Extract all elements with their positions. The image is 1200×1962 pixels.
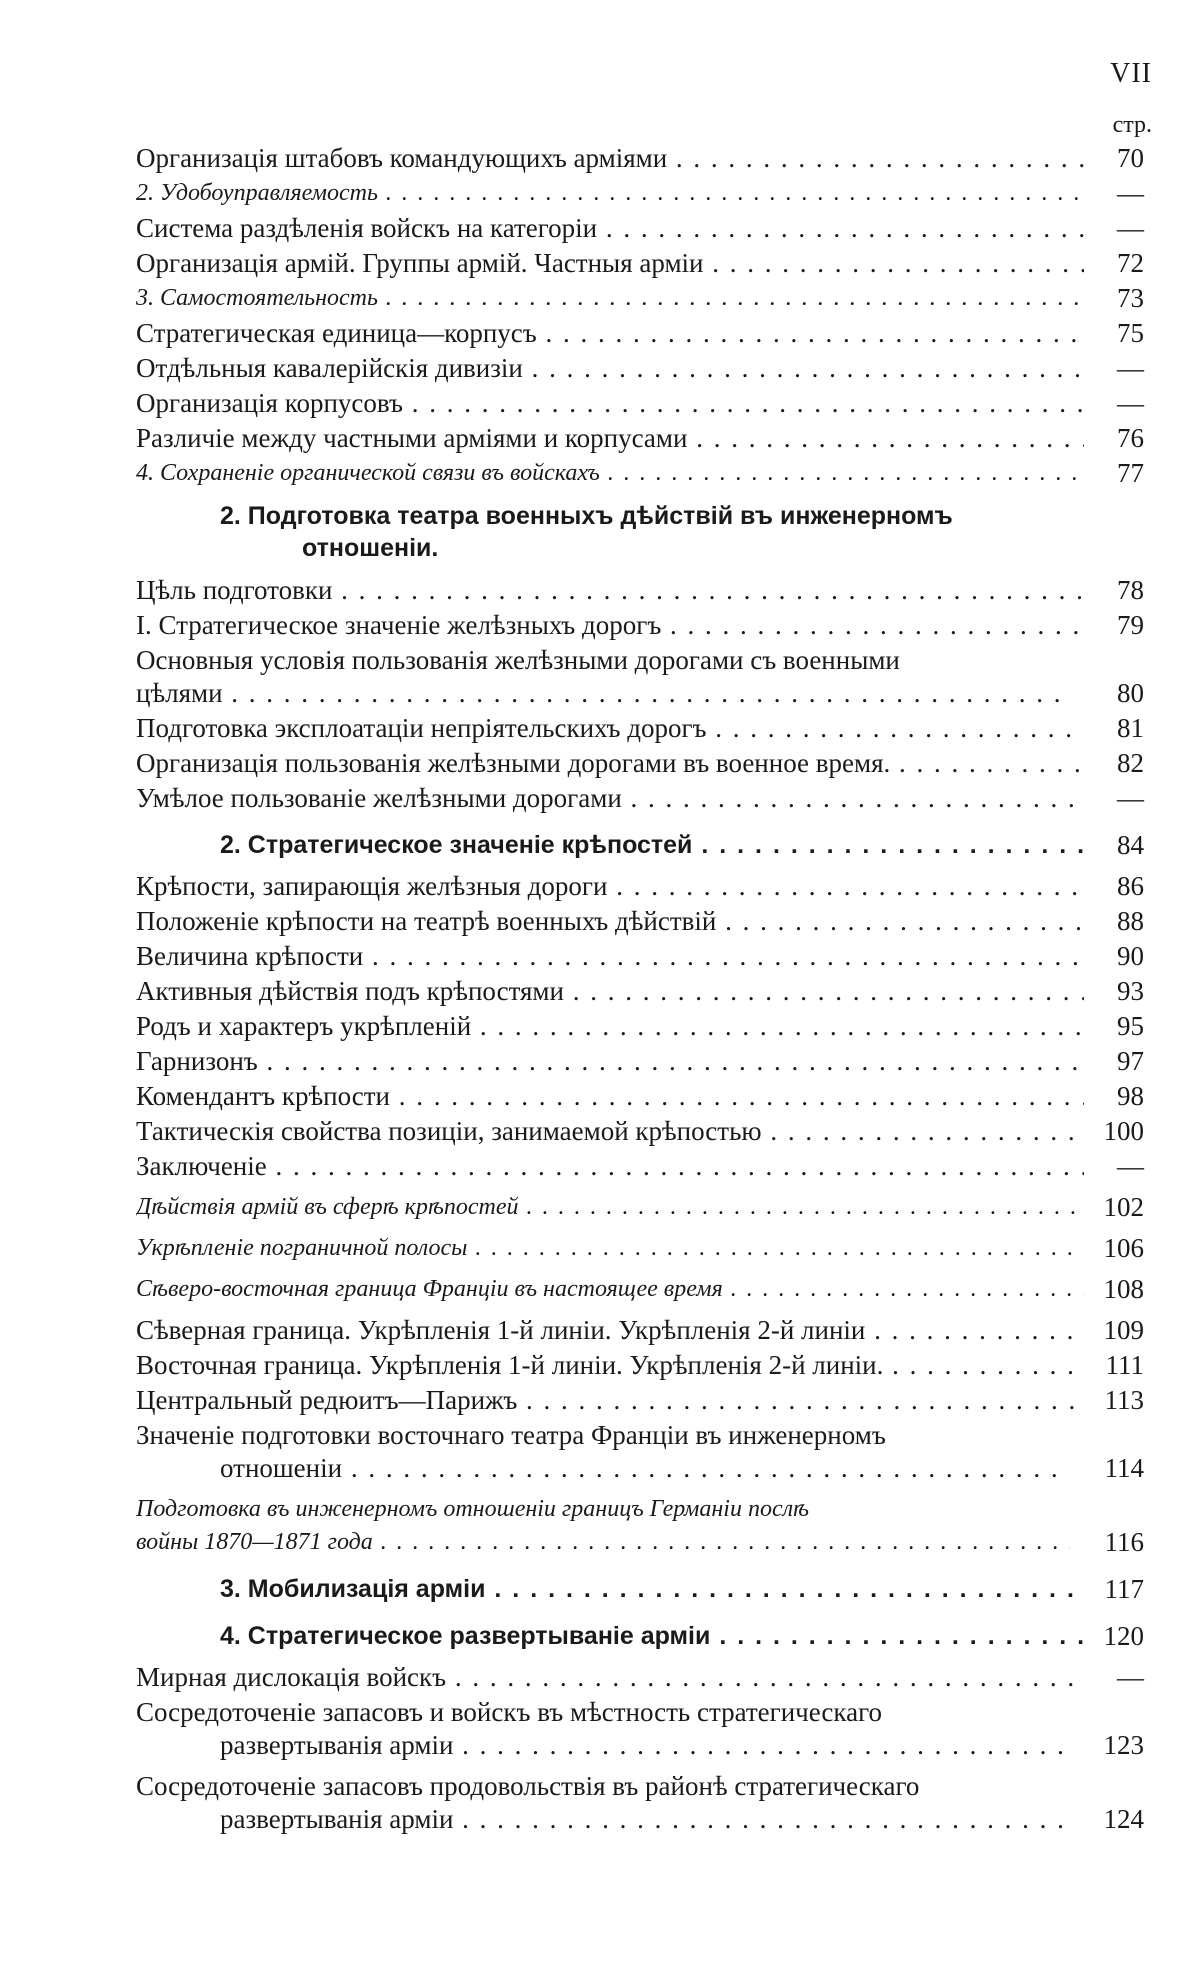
toc-page-number: 123	[1103, 1730, 1144, 1760]
toc-entry-title: Умѣлое пользованіе желѣзными дорогами . . .	[136, 782, 1084, 815]
toc-entry-title: Укрѣпленіе пограничной полосы . . .	[136, 1232, 1084, 1265]
toc-entry	[136, 247, 1144, 280]
toc-page-number: 70	[1117, 143, 1144, 173]
toc-page-number: —	[1117, 1151, 1144, 1181]
toc-entry	[136, 1232, 1144, 1265]
toc-entry-title: 4. Стратегическое развертываніе арміи . . .	[136, 1620, 1084, 1653]
toc-entry	[136, 574, 1144, 607]
toc-page-number: —	[1117, 353, 1144, 383]
toc-entry-title: Дѣйствія армій въ сферѣ крѣпостей . . .	[136, 1191, 1084, 1224]
toc-entry	[136, 782, 1144, 815]
toc-page-number: 84	[1117, 830, 1144, 860]
toc-entry-title: 4. Сохраненіе органической связи въ войскахъ . . .	[136, 457, 1084, 490]
toc-entry-multiline	[136, 1696, 1144, 1762]
toc-entry-title: Сосредоточеніе запасовъ продовольствія въ районѣ стратегическаго развертыванія арміи . . .	[136, 1770, 1084, 1836]
toc-entry-title: Сосредоточеніе запасовъ и войскъ въ мѣстность стратегическаго развертыванія арміи . . .	[136, 1696, 1084, 1762]
page-column-label: стр.	[1112, 112, 1152, 138]
toc-entry	[136, 1010, 1144, 1043]
toc-entry	[136, 940, 1144, 973]
toc-entry-title: Мирная дислокація войскъ . . .	[136, 1661, 1084, 1694]
toc-entry-title: Значеніе подготовки восточнаго театра Франціи въ инженерномъ отношеніи . . .	[136, 1419, 1084, 1485]
toc-entry-title: Сѣверо-восточная граница Франціи въ настоящее время . . .	[136, 1273, 1084, 1306]
toc-entry	[136, 1080, 1144, 1113]
toc-page-number: 75	[1117, 318, 1144, 348]
toc-page-number: —	[1117, 213, 1144, 243]
toc-page-number: 98	[1117, 1081, 1144, 1111]
toc-entry-title: Подготовка эксплоатаціи непріятельскихъ дорогъ . . .	[136, 712, 1084, 745]
toc-entry-title: Стратегическая единица—корпусъ . . .	[136, 317, 1084, 350]
toc-page-number: 88	[1117, 906, 1144, 936]
toc-entry-title: Активныя дѣйствія подъ крѣпостями . . .	[136, 975, 1084, 1008]
toc-entry	[136, 212, 1144, 245]
toc-entry	[136, 387, 1144, 420]
toc-page-number: —	[1117, 1662, 1144, 1692]
toc-page-number: 95	[1117, 1011, 1144, 1041]
toc-entry	[136, 177, 1144, 210]
toc-page-number: 116	[1104, 1527, 1144, 1557]
toc-page-number: 111	[1105, 1350, 1144, 1380]
toc-entry	[136, 317, 1144, 350]
toc-entry-title: Положеніе крѣпости на театрѣ военныхъ дѣйствій . . .	[136, 905, 1084, 938]
toc-entry-title: Подготовка въ инженерномъ отношеніи границъ Германіи послѣ войны 1870—1871 года . . .	[136, 1493, 1084, 1559]
toc-entry	[136, 1150, 1144, 1183]
toc-entry	[136, 747, 1144, 780]
toc-entry-title: Крѣпости, запирающія желѣзныя дороги . . .	[136, 870, 1084, 903]
toc-page-number: —	[1117, 783, 1144, 813]
page-number: VII	[1110, 58, 1152, 89]
toc-entry	[136, 905, 1144, 938]
toc-entry-title: Родъ и характеръ укрѣпленій . . .	[136, 1010, 1084, 1043]
toc-entry-title: Цѣль подготовки . . .	[136, 574, 1084, 607]
toc-entry-title: 3. Самостоятельность . . .	[136, 282, 1084, 315]
toc-page-number: 100	[1103, 1116, 1144, 1146]
toc-entry-title: Тактическія свойства позиціи, занимаемой крѣпостью . . .	[136, 1115, 1084, 1148]
toc-entry	[136, 1045, 1144, 1078]
toc-entry	[136, 1314, 1144, 1347]
toc-entry	[136, 352, 1144, 385]
toc-page-number: 108	[1103, 1274, 1144, 1304]
toc-entry-title: Центральный редюитъ—Парижъ . . .	[136, 1384, 1084, 1417]
toc-entry-title: Сѣверная граница. Укрѣпленія 1-й линіи. Укрѣпленія 2-й линіи . . .	[136, 1314, 1084, 1347]
toc-entry-title: Организація пользованія желѣзными дорогами въ военное время. . . .	[136, 747, 1084, 780]
section-heading-entry	[136, 1620, 1144, 1653]
toc-entry	[136, 1115, 1144, 1148]
table-of-contents	[136, 142, 1144, 1838]
toc-page-number: 124	[1103, 1804, 1144, 1834]
toc-entry-title: Основныя условія пользованія желѣзными дорогами съ военными цѣлями . . .	[136, 644, 1084, 710]
toc-page-number: 72	[1117, 248, 1144, 278]
toc-entry	[136, 870, 1144, 903]
toc-entry-multiline	[136, 644, 1144, 710]
toc-page-number: 81	[1117, 713, 1144, 743]
toc-page-number: —	[1117, 388, 1144, 418]
section-heading-line: отношеніи.	[302, 534, 439, 562]
toc-page-number: 86	[1117, 871, 1144, 901]
toc-entry	[136, 282, 1144, 315]
toc-entry-title: Гарнизонъ . . .	[136, 1045, 1084, 1078]
toc-page-number: 113	[1104, 1385, 1144, 1415]
toc-page-number: —	[1117, 178, 1144, 208]
toc-entry	[136, 142, 1144, 175]
toc-entry-title: 2. Удобоуправляемость . . .	[136, 177, 1084, 210]
toc-entry-title: I. Стратегическое значеніе желѣзныхъ дорогъ . . .	[136, 609, 1084, 642]
toc-page-number: 114	[1104, 1453, 1144, 1483]
toc-page-number: 102	[1103, 1192, 1144, 1222]
toc-entry-title: Комендантъ крѣпости . . .	[136, 1080, 1084, 1113]
section-heading-line: 2. Подготовка театра военныхъ дѣйствій въ инженерномъ	[220, 502, 953, 530]
toc-page-number: 76	[1117, 423, 1144, 453]
toc-page-number: 78	[1117, 575, 1144, 605]
toc-page-number: 120	[1103, 1621, 1144, 1651]
toc-page-number: 73	[1117, 283, 1144, 313]
toc-entry-title: Организація армій. Группы армій. Частныя арміи . . .	[136, 247, 1084, 280]
toc-entry-title: Организація корпусовъ . . .	[136, 387, 1084, 420]
toc-page-number: 79	[1117, 610, 1144, 640]
toc-entry-multiline	[136, 1770, 1144, 1836]
toc-entry-title: 3. Мобилизація арміи . . .	[136, 1573, 1084, 1606]
toc-entry-title: Заключеніе . . .	[136, 1150, 1084, 1183]
section-heading	[136, 500, 1144, 564]
toc-page-number: 117	[1104, 1574, 1144, 1604]
toc-entry-title: 2. Стратегическое значеніе крѣпостей . . .	[136, 829, 1084, 862]
toc-entry	[136, 1349, 1144, 1382]
toc-page-number: 106	[1103, 1233, 1144, 1263]
toc-entry	[136, 609, 1144, 642]
toc-entry-title: Отдѣльныя кавалерійскія дивизіи . . .	[136, 352, 1084, 385]
toc-page-number: 93	[1117, 976, 1144, 1006]
toc-entry-title: Различіе между частными арміями и корпусами . . .	[136, 422, 1084, 455]
toc-entry-title: Организація штабовъ командующихъ арміями . . .	[136, 142, 1084, 175]
toc-entry-title: Система раздѣленія войскъ на категоріи . . .	[136, 212, 1084, 245]
toc-page-number: 90	[1117, 941, 1144, 971]
toc-entry-multiline	[136, 1493, 1144, 1559]
toc-entry	[136, 712, 1144, 745]
toc-entry-title: Восточная граница. Укрѣпленія 1-й линіи. Укрѣпленія 2-й линіи. . . .	[136, 1349, 1084, 1382]
toc-entry-multiline	[136, 1419, 1144, 1485]
toc-entry	[136, 1661, 1144, 1694]
toc-page-number: 109	[1103, 1315, 1144, 1345]
toc-page-number: 82	[1117, 748, 1144, 778]
toc-entry	[136, 1384, 1144, 1417]
toc-entry	[136, 1273, 1144, 1306]
toc-page-number: 77	[1117, 458, 1144, 488]
toc-entry	[136, 422, 1144, 455]
toc-entry	[136, 1191, 1144, 1224]
toc-entry-title: Величина крѣпости . . .	[136, 940, 1084, 973]
section-heading-entry	[136, 1573, 1144, 1606]
toc-page-number: 80	[1117, 678, 1144, 708]
toc-entry	[136, 975, 1144, 1008]
toc-entry	[136, 457, 1144, 490]
toc-page-number: 97	[1117, 1046, 1144, 1076]
section-heading-entry	[136, 829, 1144, 862]
